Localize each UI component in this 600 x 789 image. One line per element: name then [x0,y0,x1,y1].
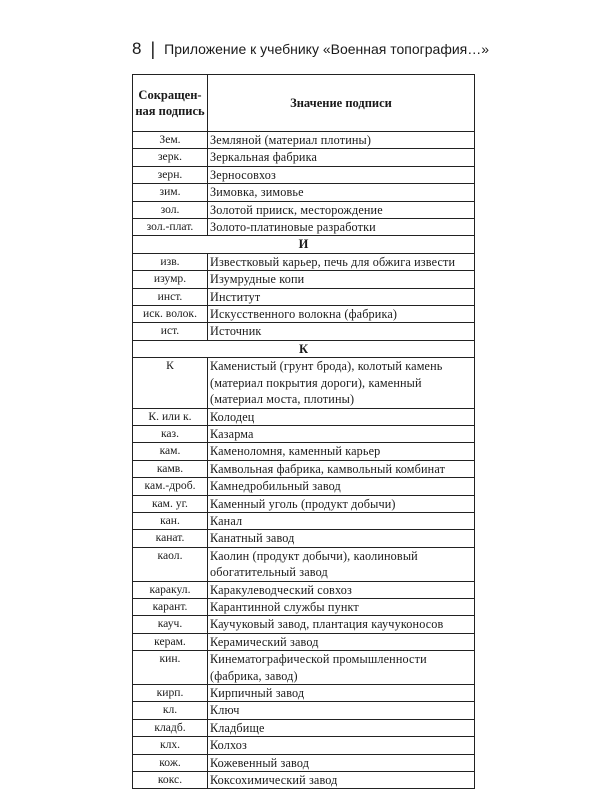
table-row [133,288,475,305]
abbreviation-cell: карант. [133,598,208,615]
table-row [133,495,475,512]
table-row [133,149,475,166]
abbreviation-cell: зим. [133,184,208,201]
table-row [133,408,475,425]
table-row [133,478,475,495]
meaning-cell: Карантинной службы пункт [208,598,475,615]
meaning-cell: Каолин (продукт добычи), каолиновый обогатительный завод [208,547,475,581]
meaning-cell: Коксохимический завод [208,772,475,789]
table-row [133,460,475,477]
meaning-cell: Кожевенный завод [208,754,475,771]
abbreviation-cell: зерк. [133,149,208,166]
abbreviation-cell: каз. [133,425,208,442]
table-row [133,530,475,547]
meaning-cell: Изумрудные копи [208,271,475,288]
abbreviation-cell: зол.-плат. [133,219,208,236]
table-row [133,271,475,288]
table-row [133,702,475,719]
meaning-cell: Казарма [208,425,475,442]
abbreviation-cell: кож. [133,754,208,771]
meaning-cell: Каменистый (грунт брода), колотый камень (материал покрытия дороги), каменный (материал моста, плотины) [208,358,475,408]
table-body [133,132,475,789]
column-header-abbreviation: Сокращен-ная подпись [133,75,208,132]
meaning-cell: Каракулеводческий совхоз [208,581,475,598]
table-row [133,547,475,581]
table-row [133,443,475,460]
meaning-cell: Каменоломня, каменный карьер [208,443,475,460]
meaning-cell: Ключ [208,702,475,719]
table-row [133,512,475,529]
meaning-cell: Камвольная фабрика, камвольный комбинат [208,460,475,477]
table-row [133,737,475,754]
table-row [133,219,475,236]
abbreviation-cell: изв. [133,253,208,270]
page-number: 8 [132,39,142,58]
page-header [132,38,489,60]
abbreviation-cell: Зем. [133,132,208,149]
meaning-cell: Кладбище [208,719,475,736]
abbreviation-cell: кирп. [133,685,208,702]
table-header-row [133,75,475,132]
abbreviation-cell: камв. [133,460,208,477]
table-row [133,323,475,340]
abbreviation-cell: клх. [133,737,208,754]
header-separator: | [150,38,156,59]
abbreviation-cell: кауч. [133,616,208,633]
meaning-cell: Институт [208,288,475,305]
meaning-cell: Зерносовхоз [208,166,475,183]
table-row [133,425,475,442]
abbreviation-cell: К. или к. [133,408,208,425]
abbreviation-cell: иск. волок. [133,306,208,323]
abbreviation-cell: кам. уг. [133,495,208,512]
table-row [133,253,475,270]
abbreviation-cell: кин. [133,651,208,685]
meaning-cell: Камнедробильный завод [208,478,475,495]
abbreviation-cell: кл. [133,702,208,719]
meaning-cell: Земляной (материал плотины) [208,132,475,149]
abbreviation-cell: кан. [133,512,208,529]
column-header-meaning: Значение подписи [208,75,475,132]
abbreviation-cell: зерн. [133,166,208,183]
meaning-cell: Зеркальная фабрика [208,149,475,166]
meaning-cell: Золото-платиновые разработки [208,219,475,236]
section-letter: К [133,340,475,357]
table-row [133,685,475,702]
meaning-cell: Канал [208,512,475,529]
abbreviation-cell: ист. [133,323,208,340]
table-row [133,651,475,685]
table-row [133,633,475,650]
abbreviation-cell: каракул. [133,581,208,598]
meaning-cell: Колхоз [208,737,475,754]
abbreviation-cell: каол. [133,547,208,581]
meaning-cell: Золотой прииск, месторождение [208,201,475,218]
section-header-row [133,340,475,357]
meaning-cell: Кирпичный завод [208,685,475,702]
table-row [133,306,475,323]
table-row [133,581,475,598]
table-row [133,184,475,201]
table-row [133,132,475,149]
abbreviation-cell: кам.-дроб. [133,478,208,495]
abbreviation-cell: К [133,358,208,408]
meaning-cell: Колодец [208,408,475,425]
running-title: Приложение к учебнику «Военная топография…» [164,41,490,57]
meaning-cell: Зимовка, зимовье [208,184,475,201]
abbreviation-cell: инст. [133,288,208,305]
section-letter: И [133,236,475,253]
meaning-cell: Керамический завод [208,633,475,650]
meaning-cell: Канатный завод [208,530,475,547]
section-header-row [133,236,475,253]
abbreviation-cell: изумр. [133,271,208,288]
meaning-cell: Известковый карьер, печь для обжига извести [208,253,475,270]
meaning-cell: Каучуковый завод, плантация каучуконосов [208,616,475,633]
abbreviation-cell: зол. [133,201,208,218]
meaning-cell: Искусственного волокна (фабрика) [208,306,475,323]
table-row [133,616,475,633]
meaning-cell: Каменный уголь (продукт добычи) [208,495,475,512]
table-row [133,166,475,183]
table-row [133,358,475,408]
table-row [133,598,475,615]
abbreviation-cell: кладб. [133,719,208,736]
abbreviation-cell: кам. [133,443,208,460]
abbreviation-cell: кокс. [133,772,208,789]
table-row [133,754,475,771]
table-row [133,201,475,218]
meaning-cell: Источник [208,323,475,340]
abbreviation-table [132,74,475,789]
meaning-cell: Кинематографической промышленности (фабрика, завод) [208,651,475,685]
table-row [133,719,475,736]
abbreviation-cell: канат. [133,530,208,547]
table-row [133,772,475,789]
abbreviation-cell: керам. [133,633,208,650]
